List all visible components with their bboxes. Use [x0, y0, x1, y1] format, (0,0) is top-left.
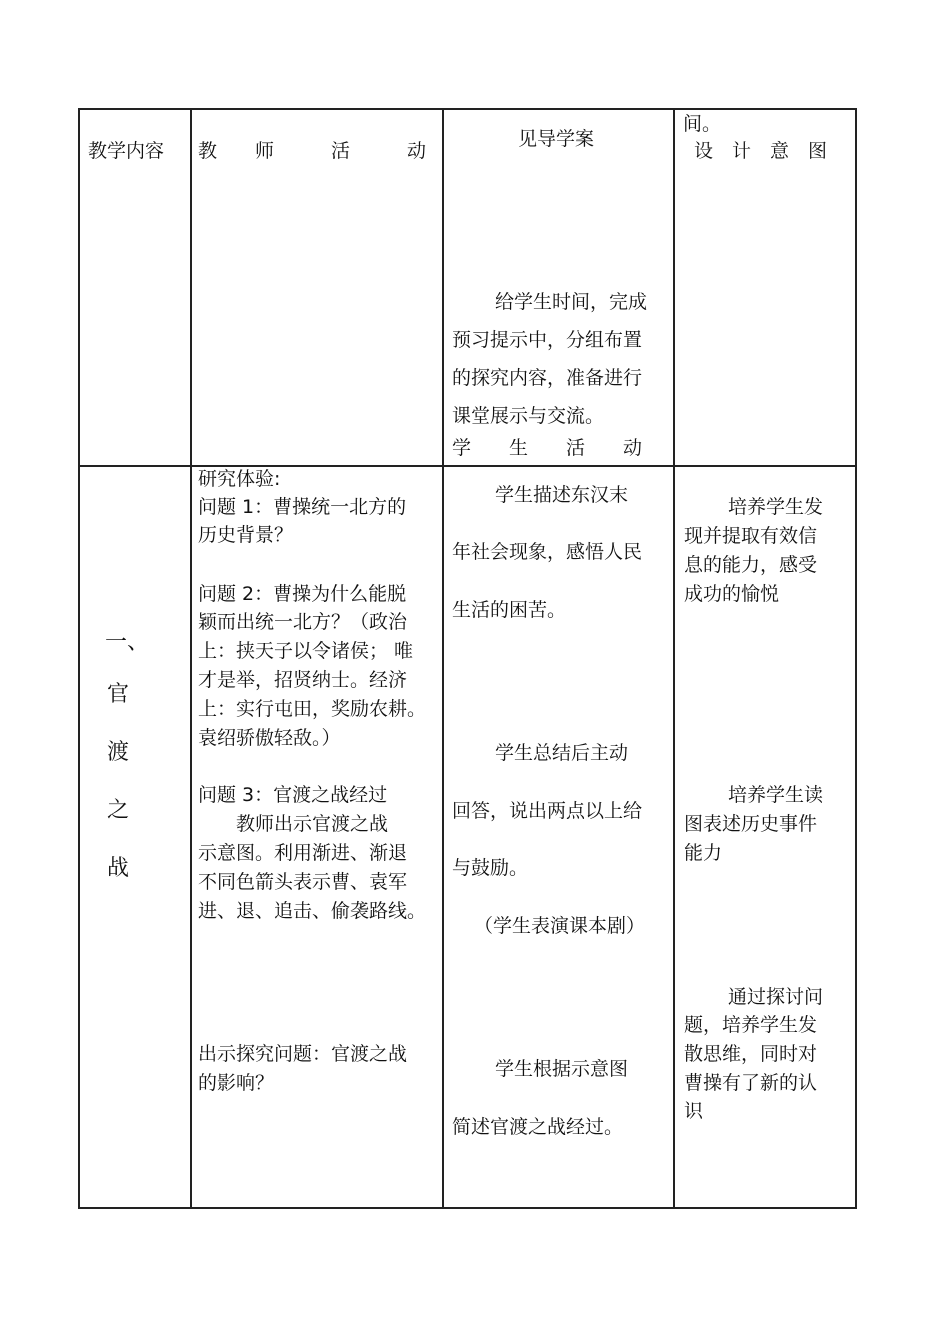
student-activity-line: 回答，说出两点以上给	[452, 800, 643, 822]
teacher-question-line: 不同色箭头表示曹、袁军	[198, 871, 408, 893]
design-intent-line: 培养学生发	[728, 496, 824, 518]
header-student-text-line: 课堂展示与交流。	[452, 405, 605, 427]
student-activity-line: 年社会现象，感悟人民	[452, 541, 643, 563]
design-intent-line: 能力	[684, 842, 723, 864]
teacher-question-line: 历史背景？	[198, 524, 294, 546]
student-activity-line: （学生表演课本剧）	[474, 915, 646, 937]
section-title-line: 一、	[105, 630, 150, 655]
teacher-question-line: 教师出示官渡之战	[198, 813, 389, 835]
design-intent-line: 通过探讨问	[728, 986, 824, 1008]
section-title-line: 战	[107, 856, 130, 881]
column-divider	[190, 110, 192, 1207]
design-intent-line: 题，培养学生发	[684, 1014, 818, 1036]
design-intent-line: 散思维，同时对	[684, 1043, 818, 1065]
section-title-line: 渡	[107, 740, 130, 765]
teacher-question-line: 问题 2：曹操为什么能脱	[198, 583, 407, 605]
section-title-line: 之	[107, 798, 130, 823]
teacher-question-line: 袁绍骄傲轻敌。）	[198, 727, 341, 749]
teacher-question-line: 上：实行屯田，奖励农耕。	[198, 698, 427, 720]
student-activity-line: 简述官渡之战经过。	[452, 1116, 624, 1138]
student-activity-line: 与鼓励。	[452, 857, 529, 879]
design-intent-line: 息的能力，感受	[684, 554, 818, 576]
header-student-text-line: 给学生时间，完成	[495, 291, 648, 313]
teacher-question-line: 颖而出统一北方？（政治	[198, 611, 408, 633]
design-intent-line: 图表述历史事件	[684, 813, 818, 835]
header-guide-plan: 见导学案	[518, 128, 595, 150]
header-student-text-line: 的探究内容，准备进行	[452, 367, 643, 389]
teacher-question-line: 上：挟天子以令诸侯； 唯	[198, 640, 414, 662]
row-divider	[80, 465, 855, 467]
teacher-question-line: 示意图。利用渐进、渐退	[198, 842, 408, 864]
student-activity-line: 生活的困苦。	[452, 599, 567, 621]
student-activity-line: 学生总结后主动	[495, 742, 629, 764]
teacher-question-line: 问题 1：曹操统一北方的	[198, 496, 407, 518]
design-intent-line: 成功的愉悦	[684, 583, 780, 605]
header-design-top-text: 间。	[683, 113, 722, 135]
header-student-activity: 学 生 活 动	[452, 437, 643, 459]
teacher-question-line: 的影响？	[198, 1072, 275, 1094]
section-title-line: 官	[107, 682, 130, 707]
design-intent-line: 现并提取有效信	[684, 525, 818, 547]
header-student-text-line: 预习提示中，分组布置	[452, 329, 643, 351]
teacher-question-line: 进、退、追击、偷袭路线。	[198, 900, 427, 922]
student-activity-line: 学生描述东汉末	[495, 484, 629, 506]
teacher-question-line: 出示探究问题：官渡之战	[198, 1043, 408, 1065]
header-design-intent: 设 计 意 图	[694, 140, 828, 162]
header-teacher-activity: 教 师 活 动	[198, 140, 427, 162]
student-activity-line: 学生根据示意图	[495, 1058, 629, 1080]
design-intent-line: 识	[684, 1100, 704, 1122]
design-intent-line: 培养学生读	[728, 784, 824, 806]
column-divider	[442, 110, 444, 1207]
design-intent-line: 曹操有了新的认	[684, 1072, 818, 1094]
column-divider	[673, 110, 675, 1207]
header-teaching-content: 教学内容	[88, 140, 165, 162]
teacher-question-line: 问题 3：官渡之战经过	[198, 784, 388, 806]
teacher-question-line: 才是举，招贤纳士。经济	[198, 669, 408, 691]
teacher-intro: 研究体验:	[198, 468, 281, 490]
